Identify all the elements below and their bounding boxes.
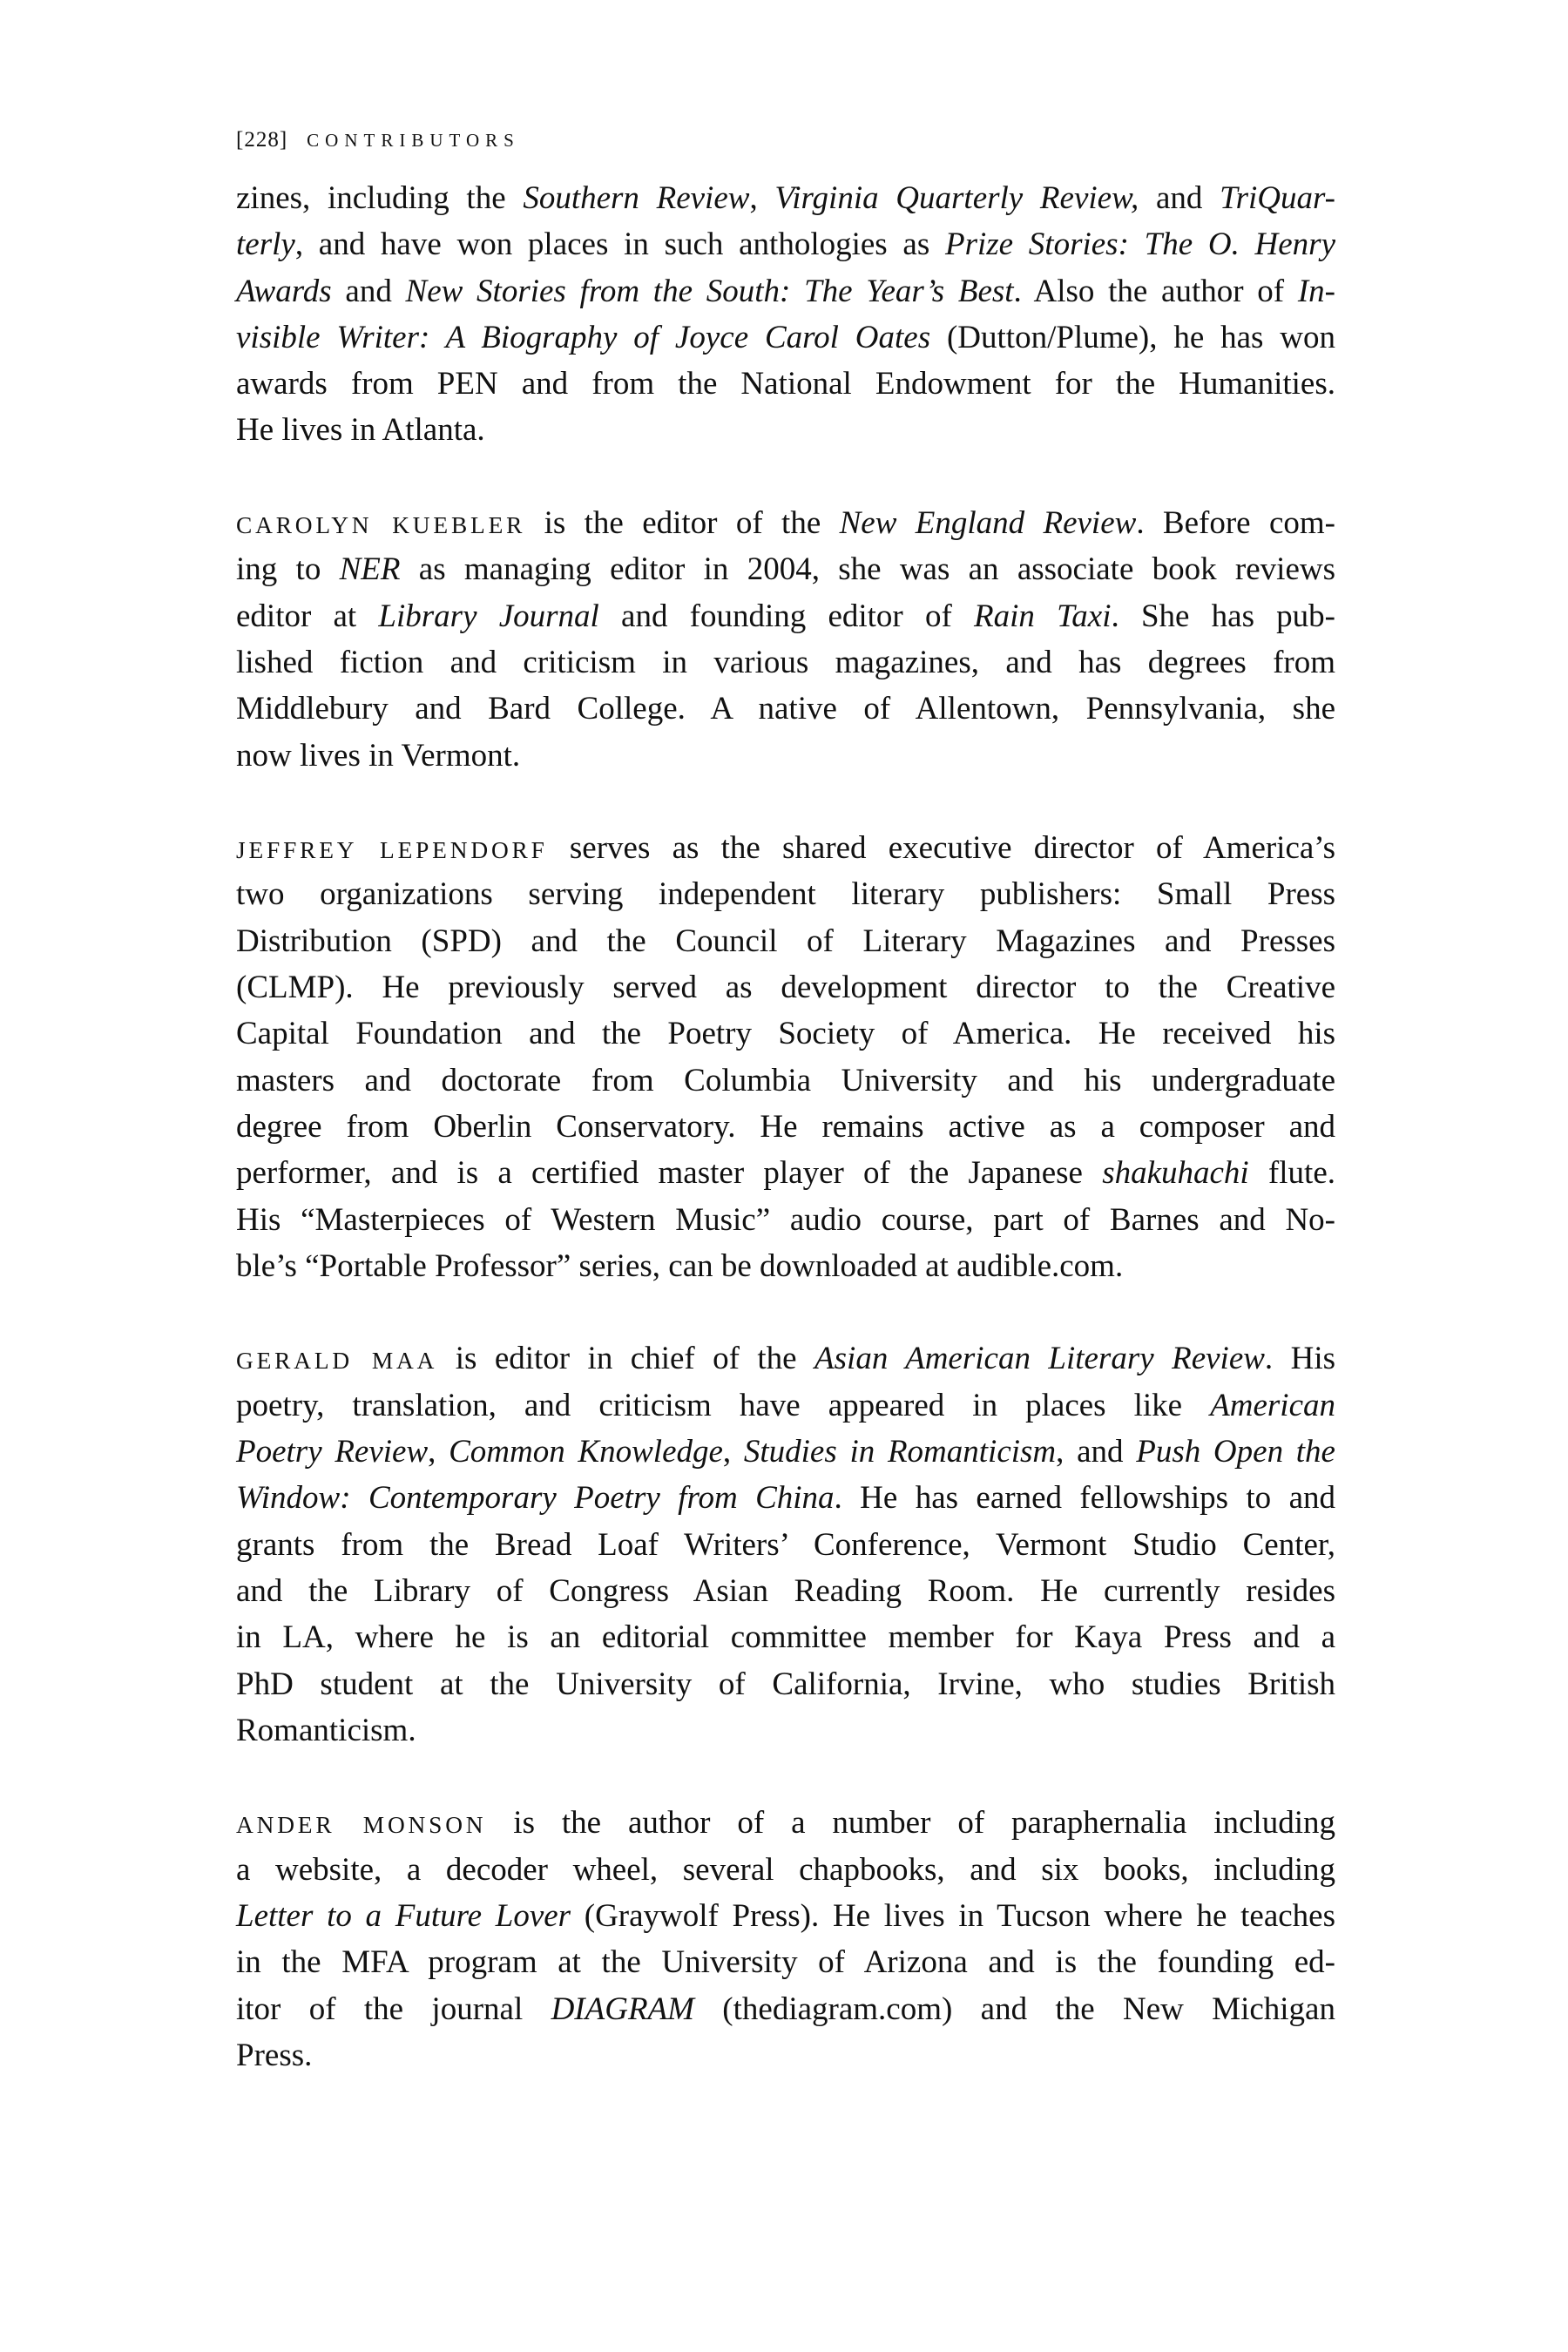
text-run: Press.: [236, 2037, 313, 2073]
text-run: . He has earned fellowships to and: [834, 1480, 1335, 1517]
text-line: [236, 593, 1335, 639]
italic-title: TriQuar-: [1220, 180, 1335, 216]
section-title: CONTRIBUTORS: [307, 130, 520, 151]
italic-title: Library Journal: [378, 598, 599, 634]
text-run: performer, and is a certified master player of the Japanese: [236, 1155, 1103, 1192]
text-run: Capital Foundation and the Poetry Society of America. He received his: [236, 1016, 1335, 1052]
text-line: [236, 1847, 1335, 1893]
text-run: ,: [722, 1434, 744, 1470]
text-line: [236, 1800, 1335, 1846]
text-line: [236, 407, 1335, 453]
italic-title: New England Review: [839, 505, 1137, 542]
contributor-name: GERALD MAA: [236, 1348, 438, 1375]
bio-paragraph-ander-monson: [236, 1800, 1335, 2078]
text-line: [236, 1568, 1335, 1614]
italic-title: Common Knowledge: [449, 1434, 723, 1470]
text-line: [236, 361, 1335, 407]
italic-title: Poetry Review: [236, 1434, 429, 1470]
text-run: PhD student at the University of California, Irvine, who studies British: [236, 1666, 1335, 1702]
text-run: itor of the journal: [236, 1990, 551, 2027]
text-run: poetry, translation, and criticism have appeared in places like: [236, 1387, 1211, 1423]
italic-title: NER: [339, 551, 401, 588]
text-line: [236, 686, 1335, 732]
contributor-name: JEFFREY LEPENDORF: [236, 837, 548, 864]
text-run: His “Masterpieces of Western Music” audio course, part of Barnes and No-: [236, 1201, 1335, 1238]
text-run: serves as the shared executive director of America’s: [547, 830, 1335, 867]
text-line: [236, 964, 1335, 1010]
text-run: masters and doctorate from Columbia University and his undergraduate: [236, 1062, 1335, 1098]
italic-title: Southern Review: [523, 180, 750, 216]
text-run: awards from PEN and from the National Endowment for the Humanities.: [236, 366, 1335, 402]
text-line: [236, 1104, 1335, 1150]
text-run: Romanticism.: [236, 1712, 416, 1748]
text-run: zines, including the: [236, 180, 524, 216]
text-line: [236, 1614, 1335, 1660]
running-head: [236, 127, 520, 153]
text-line: [236, 1335, 1335, 1382]
italic-title: Rain Taxi: [974, 598, 1112, 634]
page-number: [228]: [236, 128, 288, 152]
bio-paragraph-carolyn-kuebler: [236, 500, 1335, 779]
text-run: . His: [1264, 1341, 1336, 1377]
text-run: is the editor of the: [525, 505, 840, 542]
text-run: ing to: [236, 551, 340, 588]
text-line: [236, 2032, 1335, 2078]
text-line: [236, 500, 1335, 546]
text-run: and: [1139, 180, 1220, 216]
text-line: [236, 1197, 1335, 1243]
text-line: [236, 268, 1335, 314]
text-run: (CLMP). He previously served as development director to the Creative: [236, 970, 1335, 1006]
italic-title: Asian American Literary Review: [814, 1341, 1265, 1377]
text-run: ble’s “Portable Professor” series, can be downloaded at audible.com.: [236, 1247, 1124, 1284]
text-run: , and: [1056, 1434, 1137, 1470]
text-run: . She has pub-: [1111, 598, 1335, 634]
contributor-name: CAROLYN KUEBLER: [236, 512, 526, 539]
contributor-name: ANDER MONSON: [236, 1812, 487, 1839]
text-run: Middlebury and Bard College. A native of Allentown, Pennsylvania, she: [236, 691, 1335, 727]
text-run: a website, a decoder wheel, several chapbooks, and six books, including: [236, 1851, 1335, 1888]
text-line: [236, 825, 1335, 871]
text-run: , and have won places in such anthologies as: [294, 226, 945, 263]
bio-paragraph-jeffrey-lependorf: [236, 825, 1335, 1289]
italic-title: Prize Stories: The O. Henry: [944, 226, 1335, 263]
text-line: [236, 1522, 1335, 1568]
text-run: (thediagram.com) and the New Michigan: [693, 1990, 1335, 2027]
text-run: . Before com-: [1136, 505, 1335, 542]
text-line: [236, 1150, 1335, 1196]
text-line: [236, 1429, 1335, 1475]
text-line: [236, 1893, 1335, 1939]
contributors-text: [236, 175, 1335, 2125]
italic-title: In-: [1297, 273, 1335, 309]
text-run: editor at: [236, 598, 379, 634]
text-run: is editor in chief of the: [437, 1341, 815, 1377]
text-line: [236, 1661, 1335, 1707]
text-line: [236, 1707, 1335, 1754]
text-line: [236, 871, 1335, 917]
text-run: now lives in Vermont.: [236, 737, 521, 774]
text-line: [236, 175, 1335, 221]
text-line: [236, 1243, 1335, 1289]
text-run: is the author of a number of paraphernalia including: [486, 1805, 1335, 1842]
italic-title: Awards: [236, 273, 332, 309]
italic-title: Push Open the: [1136, 1434, 1335, 1470]
text-run: two organizations serving independent literary publishers: Small Press: [236, 876, 1335, 913]
italic-title: American: [1210, 1387, 1335, 1423]
italic-title: Window: Contemporary Poetry from China: [236, 1480, 835, 1517]
italic-title: New Stories from the South: The Year’s Best: [405, 273, 1014, 309]
text-run: in LA, where he is an editorial committee member for Kaya Press and a: [236, 1619, 1335, 1656]
text-run: He lives in Atlanta.: [236, 412, 485, 449]
text-line: [236, 1058, 1335, 1104]
text-line: [236, 1939, 1335, 1985]
text-run: ,: [428, 1434, 449, 1470]
italic-title: Studies in Romanticism: [743, 1434, 1057, 1470]
text-line: [236, 639, 1335, 686]
italic-title: DIAGRAM: [551, 1990, 694, 2027]
text-run: Distribution (SPD) and the Council of Literary Magazines and Presses: [236, 923, 1335, 959]
text-line: [236, 221, 1335, 267]
text-run: as managing editor in 2004, she was an associate book reviews: [400, 551, 1335, 588]
text-run: grants from the Bread Loaf Writers’ Conference, Vermont Studio Center,: [236, 1526, 1335, 1563]
italic-title: Letter to a Future Lover: [236, 1897, 571, 1934]
text-run: . Also the author of: [1013, 273, 1298, 309]
text-run: and founding editor of: [598, 598, 974, 634]
text-run: and: [331, 273, 406, 309]
italic-title: Virginia Quarterly Review,: [774, 180, 1139, 216]
text-line: [236, 1986, 1335, 2032]
text-run: degree from Oberlin Conservatory. He remains active as a composer and: [236, 1108, 1335, 1145]
bio-paragraph-continued: [236, 175, 1335, 454]
text-run: ,: [749, 180, 775, 216]
text-line: [236, 1475, 1335, 1521]
text-run: lished fiction and criticism in various magazines, and has degrees from: [236, 644, 1335, 680]
bio-paragraph-gerald-maa: [236, 1335, 1335, 1754]
text-line: [236, 918, 1335, 964]
text-line: [236, 733, 1335, 779]
text-run: flute.: [1248, 1155, 1335, 1192]
text-line: [236, 546, 1335, 592]
text-line: [236, 1010, 1335, 1057]
text-run: and the Library of Congress Asian Reading Room. He currently resides: [236, 1572, 1335, 1609]
italic-title: visible Writer: A Biography of Joyce Carol Oates: [236, 319, 931, 355]
text-line: [236, 1382, 1335, 1429]
italic-title: terly: [236, 226, 295, 263]
text-run: in the MFA program at the University of Arizona and is the founding ed-: [236, 1944, 1335, 1981]
text-line: [236, 314, 1335, 361]
text-run: (Graywolf Press). He lives in Tucson where he teaches: [571, 1897, 1336, 1934]
italic-title: shakuhachi: [1102, 1155, 1249, 1192]
text-run: (Dutton/Plume), he has won: [930, 319, 1335, 355]
